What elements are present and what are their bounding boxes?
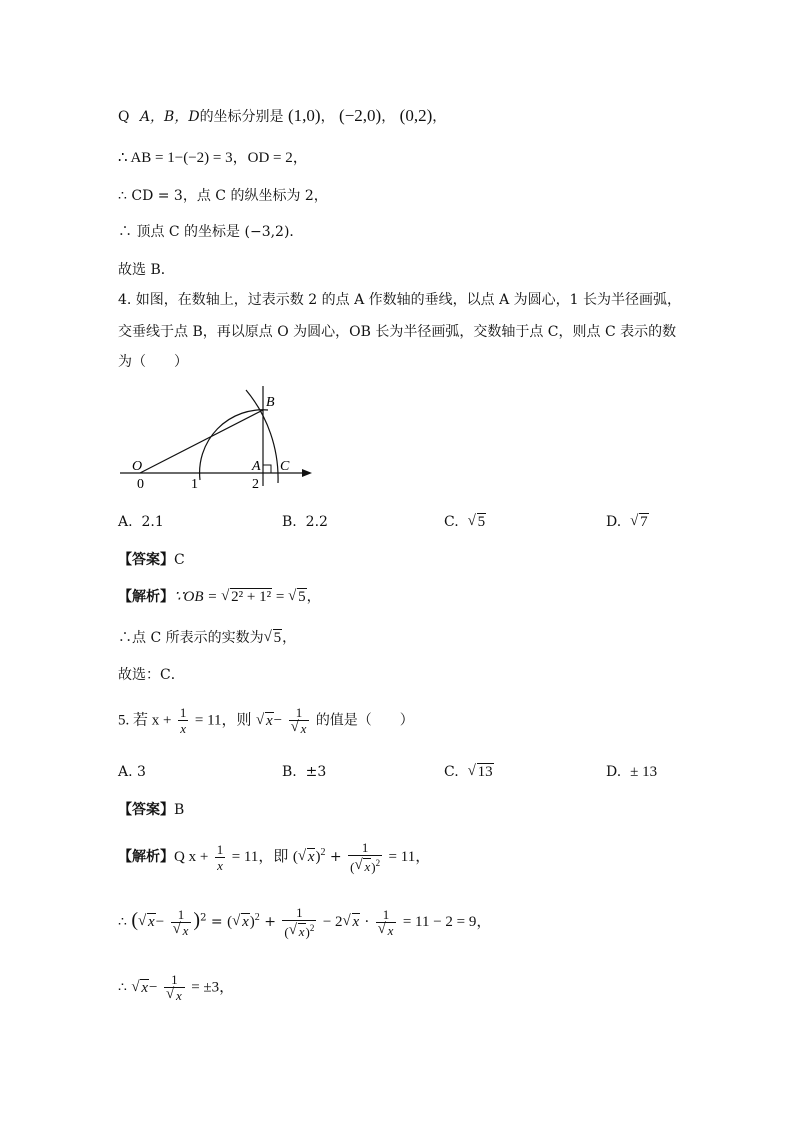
q5-option-c[interactable]: C. √ 13 (444, 762, 494, 782)
q5-analysis-line2: ∴ (√ x− 1 √ x )$^2$ = (√ x)$^2$ + $\frac{1}{(√ x)^2}$ − 2√ x · 1 √ x = 11 − 2 = 9， (118, 905, 491, 939)
q3-line1: Q A，B，D的坐标分别是 (1,0)， (−2,0)， (0,2)， (118, 106, 447, 125)
label-o: O (132, 459, 143, 474)
q4-analysis-line2: ∴点 C 所表示的实数为√ 5， (118, 628, 296, 648)
q4-stem-line2: 交垂线于点 B，再以原点 O 为圆心，OB 长为半径画弧，交数轴于点 C，则点 C 表示的数 (118, 324, 677, 340)
coord-intro-text: 的坐标分别是 (199, 109, 284, 125)
q5-option-d[interactable]: D. ± 13 (606, 764, 658, 780)
q5-analysis-line3: ∴ √ x− 1 √ x = ±3， (118, 972, 234, 1003)
q4-conclusion: 故选：C． (118, 667, 185, 683)
q4-stem-line3: 为（ ） (118, 354, 188, 370)
coord-3: (0,2) (399, 106, 433, 125)
label-c: C (280, 459, 290, 474)
q3-line3: ∴ CD = 3，点 C 的纵坐标为 2， (118, 188, 328, 204)
q3-line2: ∴ AB = 1−(−2) = 3，OD = 2， (118, 150, 308, 166)
q4-option-d[interactable]: D. √ 7 (606, 512, 649, 532)
tick-1: 1 (191, 477, 198, 492)
tick-0: 0 (137, 477, 144, 492)
q4-option-c[interactable]: C. √ 5 (444, 512, 486, 532)
segment-ob (140, 410, 263, 473)
because-glyph: Q (118, 109, 130, 125)
axis-arrow (302, 469, 312, 477)
q4-answer (118, 550, 185, 570)
q5-answer: 【答案】B (118, 802, 185, 818)
q4-option-b[interactable]: B. 2.2 (282, 514, 328, 530)
points-label: A，B，D (139, 109, 200, 125)
tick-2: 2 (252, 477, 259, 492)
q3-conclusion: 故选 B． (118, 262, 175, 278)
analysis-label: 【解析】 (118, 589, 174, 605)
q5-stem: 5. 若 x + $\frac{1}{x}$ = 11，则 √ x− 1 √ x 的值是（ ） (118, 705, 414, 736)
q5-analysis-line1: 【解析】Q x + $\frac{1}{x}$ = 11，即 (√ x)$^2$ + $\frac{1}{(√ x)^2}$ = 11， (118, 840, 430, 874)
q5-option-b[interactable]: B. ±3 (282, 764, 327, 780)
q4-analysis-line1: 【解析】∵OB = √ 2² + 1² = √ 5， (118, 587, 321, 607)
answer-value: C (174, 552, 185, 568)
right-angle-mark (263, 465, 271, 473)
answer-label: 【答案】 (118, 552, 174, 568)
q4-stem-line1: 4. 如图，在数轴上，过表示数 2 的点 A 作数轴的垂线，以点 A 为圆心，1 长为半径画弧， (118, 292, 681, 308)
coord-1: (1,0) (288, 106, 321, 125)
q4-option-a[interactable]: A. 2.1 (118, 514, 164, 530)
q3-line4: ∴ 顶点 C 的坐标是 (−3,2)． (118, 224, 304, 240)
coord-2: (−2,0) (339, 106, 382, 125)
q5-option-a[interactable]: A. 3 (118, 764, 146, 780)
label-b: B (266, 395, 275, 410)
label-a: A (252, 459, 261, 474)
number-line-figure (118, 382, 318, 492)
